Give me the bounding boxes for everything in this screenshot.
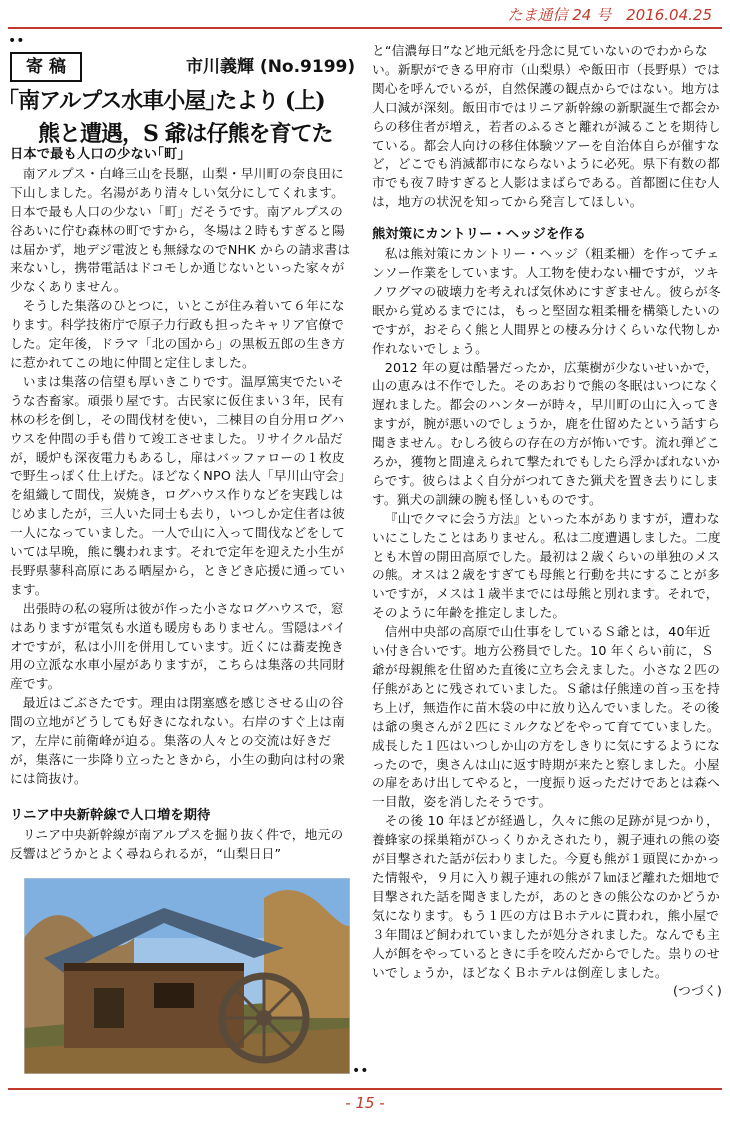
dots-decoration: •• [8,33,25,49]
article-subtitle: 熊と遭遇，S 爺は仔熊を育てた [38,121,333,147]
page-number: - 15 - [345,1094,385,1112]
paragraph: と“信濃毎日”など地元紙を丹念に見ていないのでわからない。新駅ができる甲府市（山梨県）や飯田市（長野県）では関心を呼んでいるが，自然保護の観点からではない。地方は人口減が深刻。飯田市ではリニア新幹線の新駅誕生で都会からの移住者が増え，若者のふるさと離れが減ることを期待している。都会人向けの移住体験ツアーを自治体自らが催すなど，どこでも消滅都市にならないように必死。県下有数の都市でも夜７時すぎると人影はまばらである。首都圏に住む人は，地方の状況を知ってから発言してほしい。 [372,43,721,210]
page-header [0,0,730,30]
to-be-continued: (つづく) [673,983,722,999]
paragraph: いまは集落の信望も厚いきこりです。温厚篤実でたいそうな杏畜家。頑張り屋です。古民家に仮住まい３年，民有林の杉を倒し，その間伐材を使い，二棟目の自分用ログハウスを仲間の手も借りて竣工させました。リサイクル品だが，暖炉も深夜電力もあるし，扉はバッファローの１枚皮で野生っぽく仕上げた。ほどなくNPO 法人「早川山守会」を組織して間伐，炭焼き，ログハウス作りなどを実践しはじめましたが，三人いた同士も去り，いつしか定住者は彼一人になっていました。一人で山に入って間伐などをしていては早晩，熊に襲われます。それで定年を迎えた小生が長野県蓼科高原にある晒屋から，ときどき応援に通っています。 [10,373,352,597]
water-wheel-hut-photo [24,878,350,1074]
right-column [372,42,722,1001]
dots-decoration: •• [352,1063,369,1079]
section-heading: 日本で最も人口の少ない｢町｣ [10,147,185,162]
paragraph: 出張時の私の寝所は彼が作った小さなログハウスで，窓はありますが電気も水道も暖房もありません。雪隠はバイオですが，私は小川を併用しています。近くには蕎麦挽き用の立派な水車小屋がありますが，こちらは集落の共同財産です。 [10,600,346,692]
footer-rule [8,1088,722,1090]
paragraph: その後 10 年ほどが経過し，久々に熊の足跡が見つかり，養蜂家の採巣箱がひっくりかえされたり，親子連れの熊の姿が目撃された話が伝わりました。今夏も熊が１頭罠にかかった情報や，９月に入り親子連れの熊が７㎞ほど離れた畑地で目撃された話を聞きましたが，あのときの熊公なのかどうか気になります。もう１匹の方はＢホテルに貰われ，熊小屋で３年間ほど飼われていましたが処分されました。なんでも主人が餌をやっているときに手を咬んだからでした。祟りのせいでしょうか，ほどなくＢホテルは倒産しました。 [372,813,720,980]
paragraph: 南アルプス・白峰三山を長駆，山梨・早川町の奈良田に下山しました。名湯があり清々しい気分にしてくれます。日本で最も人口の少ない「町」だそうです。南アルプスの谷あいに佇む森林の町ですから，冬場は２時もすぎると陽は届かず，地デジ電波とも無縁なのでNHK からの請求書は来ないし，携帯電話はドコモしか通じないといった家々が少なくありません。 [10,165,351,295]
paragraph: 2012 年の夏は酷暑だったか，広葉樹が少ないせいかで，山の恵みは不作でした。そのあおりで熊の冬眠はいつになく遅れました。都会のハンターが時々，早川町の山に入ってきますが，腕が悪いのでしょうか，鹿を仕留めたという話すら聞きません。むしろ彼らの存在の方が怖いです。流れ弾どころか，獲物と間違えられて撃たれでもしたら浮かばれないからです。彼らはよく自分がつれてきた猟犬を置き去りにします。猟犬の訓練の腕も怪しいものです。 [372,359,720,507]
header-rule [8,27,722,29]
paragraph: 『山でクマに会う方法』といった本がありますが，遭わないにこしたことはありません。私は二度遭遇しました。二度とも木曽の開田高原でした。最初は２歳くらいの単独のメスの熊。オスは２歳をすぎても母熊と行動を共にすることが多いですが，メスは１歳半までには母熊と別れます。それで，そのように年齢を推定しました。 [372,510,721,621]
section-heading: リニア中央新幹線で人口増を期待 [10,807,211,823]
paragraph: 信州中央部の高原で山仕事をしているＳ爺とは，40年近い付き合いです。地方公務員でした。10 年くらい前に，Ｓ爺が母親熊を仕留めた直後に立ち会えました。小さな２匹の仔熊があとに残されていました。Ｓ爺は仔熊達の首っ玉を持ち上げ，無造作に苗木袋の中に放り込んでいました。その後は爺の奥さんが２匹にミルクなどをやって育てていました。成長した１匹はいつしか山の方をしきりに気にするようになったので，奥さんは山に返す時期が来たと察しました。小屋の扉をあけ出してやると，一度振り返っただけであとは森へ一目散，姿を消したそうです。 [372,624,720,810]
paragraph: 私は熊対策にカントリー・ヘッジ（粗柔柵）を作ってチェンソー作業をしています。人工物を使わない柵ですが，ツキノワグマの破壊力を考えれば気休めにすぎません。彼らが冬眠から覚めるまでには，もっと堅固な粗柔柵を構築したいのですが，おそらく熊と人間界との棲み分けくらいな代物しか作れないでしょう。 [372,246,721,356]
author-name: 市川義輝 (No.9199) [186,57,356,77]
newsletter-issue-date: たま通信 24 号 2016.04.25 [507,6,712,24]
left-column [10,146,355,864]
paragraph: そうした集落のひとつに，いとこが住み着いて６年になります。科学技術庁で原子力行政も担ったキャリア官僚でした。定年後，ドラマ「北の国から」の黒板五郎の生き方に惹かれてこの地に仲間と定住しました。 [10,298,346,370]
section-heading: 熊対策にカントリー・ヘッジを作る [372,227,587,243]
paragraph: リニア中央新幹線が南アルプスを掘り抜く件で，地元の反響はどうかとよく尋ねられるが，“山梨日日” [10,826,344,861]
category-box: 寄 稿 [10,52,82,82]
paragraph: 最近はごぶさたです。理由は閉塞感を感じさせる山の谷間の立地がどうしても好きになれない。右岸のすぐ上は南ア，左岸に前衛峰が迫る。集落の人々との交流は好きだが，集落に一歩降り立ったときから，小生の動向は村の衆には筒抜け。 [10,695,346,786]
article-title: ｢南アルプス水車小屋｣たより (上) [8,88,325,114]
